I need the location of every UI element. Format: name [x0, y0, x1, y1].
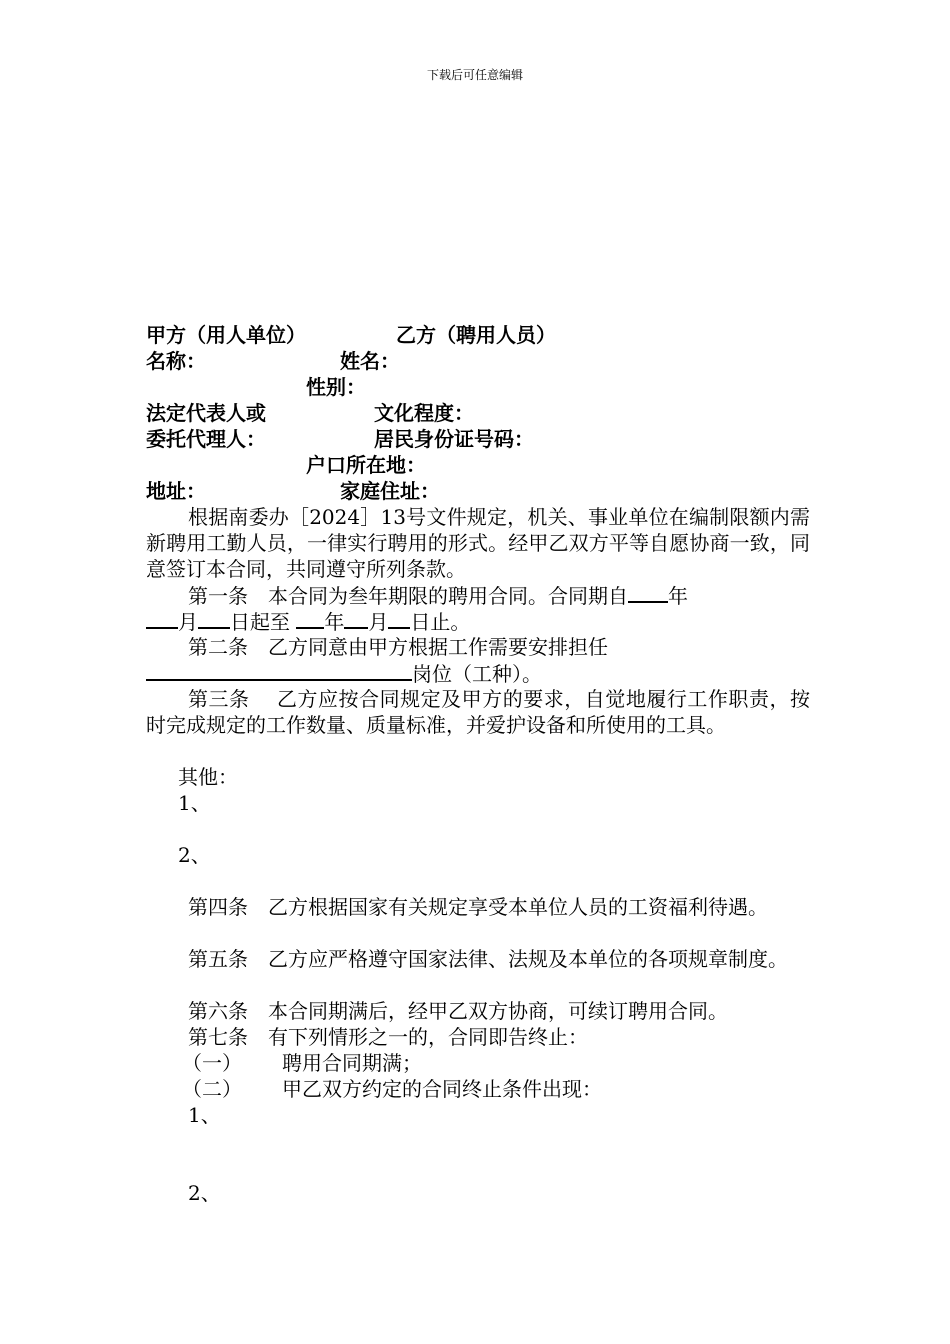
blank-end-month[interactable] [344, 608, 368, 629]
other-label: 其他： [178, 765, 238, 789]
article-1-month: 月 [178, 610, 198, 634]
article-1-text: 第一条 本合同为叁年期限的聘用合同。合同期自 [188, 584, 628, 608]
blank-end-day[interactable] [388, 608, 410, 629]
article-2-line-2 [146, 660, 542, 687]
party-b-name-label: 姓名： [340, 349, 400, 373]
article-1-year-2: 年 [324, 610, 345, 634]
blank-start-month[interactable] [146, 608, 178, 629]
party-a-title: 甲方（用人单位） [146, 323, 306, 347]
article-6: 第六条 本合同期满后，经甲乙双方协商，可续订聘用合同。 [188, 999, 728, 1023]
article-7-clause-1-number: （一） [182, 1051, 242, 1075]
article-7-clause-2-text: 甲乙双方约定的合同终止条件出现： [282, 1077, 602, 1101]
party-b-gender-label: 性别： [306, 375, 366, 399]
article-7-item-2: 2、 [188, 1181, 221, 1205]
article-7: 第七条 有下列情形之一的，合同即告终止： [188, 1025, 588, 1049]
header-note: 下载后可任意编辑 [426, 68, 523, 82]
party-b-id-label: 居民身份证号码： [374, 427, 534, 451]
party-a-address-label: 地址： [146, 479, 206, 503]
article-1-end: 日止。 [410, 610, 471, 634]
article-7-clause-2-number: （二） [182, 1077, 242, 1101]
article-1-line-2 [146, 608, 470, 635]
article-1-until: 日起至 [230, 610, 290, 634]
blank-start-day[interactable] [198, 608, 230, 629]
party-b-title: 乙方（聘用人员） [396, 323, 556, 347]
blank-end-year[interactable] [296, 608, 324, 629]
blank-position[interactable] [146, 660, 412, 681]
party-b-home-label: 家庭住址： [340, 479, 440, 503]
article-1-line-1 [188, 582, 688, 609]
article-1-year: 年 [668, 584, 688, 608]
article-2-position-label: 岗位（工种）。 [412, 662, 542, 686]
article-5: 第五条 乙方应严格遵守国家法律、法规及本单位的各项规章制度。 [188, 947, 788, 971]
party-a-rep-label-2: 委托代理人： [146, 427, 266, 451]
other-item-2: 2、 [178, 843, 211, 867]
article-7-item-1: 1、 [188, 1103, 221, 1127]
article-2-line-1: 第二条 乙方同意由甲方根据工作需要安排担任 [188, 635, 608, 659]
article-7-clause-1-text: 聘用合同期满； [282, 1051, 422, 1075]
article-3: 第三条 乙方应按合同规定及甲方的要求，自觉地履行工作职责，按时完成规定的工作数量、质量标准，并爱护设备和所使用的工具。 [146, 687, 810, 737]
party-b-education-label: 文化程度： [374, 401, 474, 425]
party-b-hukou-label: 户口所在地： [306, 453, 426, 477]
party-a-rep-label-1: 法定代表人或 [146, 401, 266, 425]
blank-start-year[interactable] [628, 582, 668, 603]
party-a-name-label: 名称： [146, 349, 206, 373]
other-item-1: 1、 [178, 791, 211, 815]
article-4: 第四条 乙方根据国家有关规定享受本单位人员的工资福利待遇。 [188, 895, 768, 919]
article-1-month-2: 月 [368, 610, 389, 634]
intro-paragraph: 根据南委办［2024］13号文件规定，机关、事业单位在编制限额内需新聘用工勤人员，一律实行聘用的形式。经甲乙双方平等自愿协商一致，同意签订本合同，共同遵守所列条款。 [146, 505, 810, 581]
